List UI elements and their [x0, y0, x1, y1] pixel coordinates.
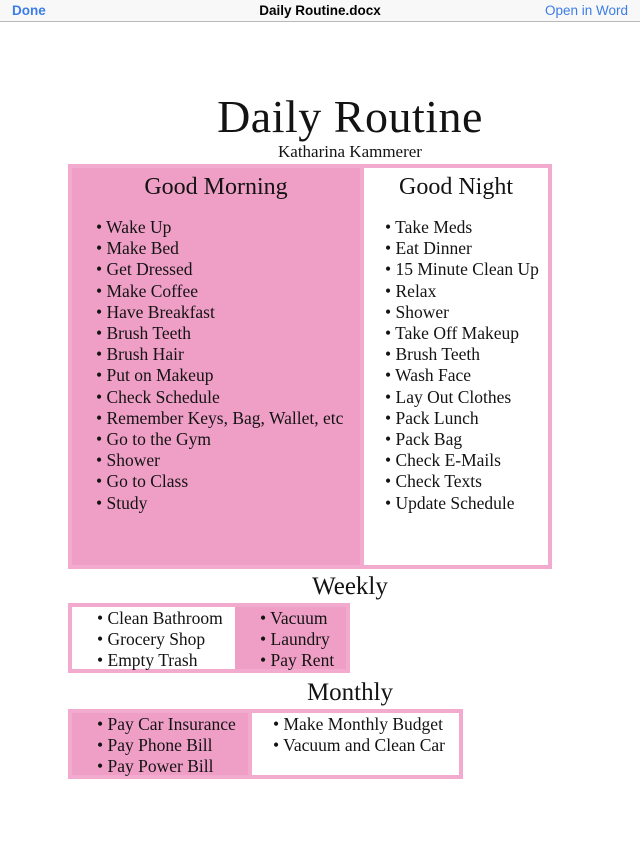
- done-button[interactable]: Done: [12, 1, 46, 21]
- list-item: • Shower: [96, 450, 160, 471]
- good-morning-cell: [72, 168, 360, 565]
- weekly-table: [68, 603, 350, 673]
- list-item: • Brush Hair: [96, 344, 184, 365]
- monthly-left-list: [97, 713, 248, 776]
- list-item: • Check E-Mails: [385, 450, 501, 471]
- list-item: • Go to Class: [96, 471, 189, 492]
- list-item: • Brush Teeth: [385, 344, 480, 365]
- list-item: • Take Meds: [385, 217, 473, 237]
- list-item: • Get Dressed: [96, 259, 193, 280]
- list-item: • Relax: [385, 280, 437, 301]
- list-item: • Update Schedule: [385, 492, 515, 513]
- list-item: • Make Coffee: [96, 280, 199, 301]
- weekly-heading: Weekly: [312, 573, 388, 600]
- good-morning-header: Good Morning: [144, 174, 288, 200]
- list-item: • Pack Bag: [385, 429, 463, 450]
- list-item: • Go to the Gym: [96, 429, 212, 450]
- doc-title: Daily Routine: [217, 91, 483, 142]
- list-item: • 15 Minute Clean Up: [385, 259, 539, 280]
- monthly-table: [68, 709, 463, 779]
- list-item: • Remember Keys, Bag, Wallet, etc: [96, 407, 344, 428]
- list-item: • Lay Out Clothes: [385, 386, 512, 407]
- monthly-left-cell: [72, 713, 248, 775]
- monthly-heading: Monthly: [306, 679, 394, 706]
- list-item: • Pay Car Insurance: [97, 714, 236, 734]
- list-item: • Put on Makeup: [96, 365, 214, 386]
- list-item: • Eat Dinner: [385, 238, 472, 259]
- weekly-right-list: [260, 607, 346, 670]
- list-item: • Wake Up: [96, 217, 172, 237]
- list-item: • Pay Power Bill: [97, 755, 214, 776]
- list-item: • Grocery Shop: [97, 628, 206, 649]
- list-item: • Brush Teeth: [96, 323, 191, 344]
- open-in-word-button[interactable]: Open in Word: [545, 1, 628, 21]
- list-item: • Make Bed: [96, 238, 179, 259]
- monthly-right-list: [273, 713, 459, 756]
- navbar: [0, 0, 640, 22]
- list-item: • Laundry: [260, 628, 330, 649]
- document-page: [68, 22, 632, 779]
- list-item: • Pay Phone Bill: [97, 734, 213, 755]
- weekly-right-cell: [235, 607, 346, 669]
- list-item: • Have Breakfast: [96, 301, 215, 322]
- weekly-left-cell: [72, 607, 235, 669]
- list-item: • Check Schedule: [96, 386, 220, 407]
- list-item: • Make Monthly Budget: [273, 714, 443, 734]
- list-item: • Pack Lunch: [385, 407, 479, 428]
- list-item: • Shower: [385, 301, 449, 322]
- document-filename: Daily Routine.docx: [259, 3, 381, 18]
- list-item: • Study: [96, 492, 148, 513]
- daily-routine-table: [68, 164, 552, 569]
- monthly-right-cell: [248, 713, 459, 775]
- list-item: • Clean Bathroom: [97, 608, 223, 628]
- list-item: • Vacuum: [260, 608, 328, 628]
- good-night-list: [364, 217, 548, 514]
- list-item: • Check Texts: [385, 471, 482, 492]
- list-item: • Wash Face: [385, 365, 472, 386]
- good-night-header: Good Night: [399, 174, 513, 200]
- list-item: • Take Off Makeup: [385, 323, 520, 344]
- good-morning-list: [72, 217, 360, 514]
- list-item: • Pay Rent: [260, 649, 335, 670]
- weekly-left-list: [97, 607, 235, 670]
- list-item: • Empty Trash: [97, 649, 198, 670]
- list-item: • Vacuum and Clean Car: [273, 734, 446, 755]
- good-night-cell: [360, 168, 548, 565]
- doc-author: Katharina Kammerer: [278, 142, 422, 161]
